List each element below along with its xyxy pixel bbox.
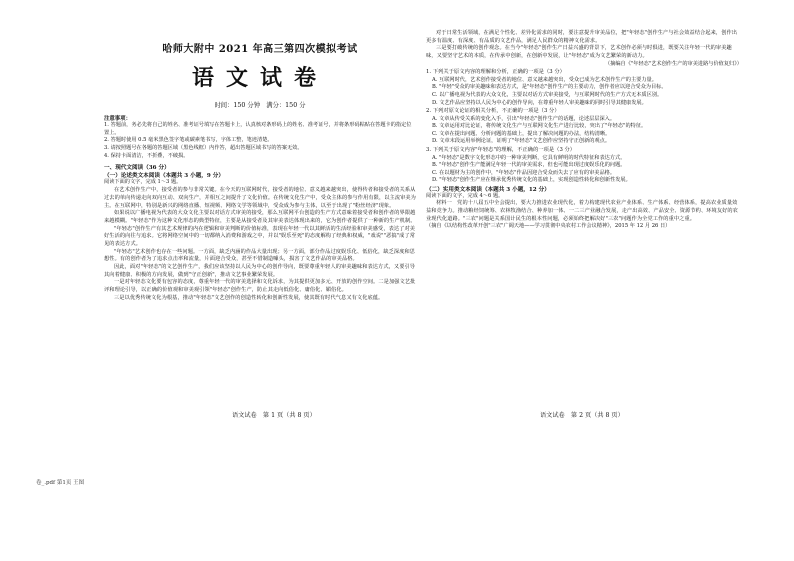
option: A. 互联网时代，艺术创作接受者的地位、意义越来越突出，受众已成为艺术创作生产的主要力量。 [432, 76, 657, 83]
notes-heading: 注意事项： [104, 116, 131, 122]
option: C. 在以题材为主的创作中，"年轻态"作品因迎合受众而失去了应有的审美品格。 [432, 169, 616, 176]
subsection-heading: （二）实用类文本阅读（本题共 3 小题，12 分） [426, 186, 550, 193]
note-item: 3. 请按照题号在各题的答题区域（黑色线框）内作答，超出答题区域书写的答案无效。 [104, 145, 303, 152]
page-footer-left: 语文试卷 第 1 页（共 8 页） [232, 412, 316, 419]
note-item: 2. 答题时使用 0.5 毫米黑色签字笔或碳素笔书写，字体工整，笔迹清楚。 [104, 137, 273, 144]
section-heading: 一、现代文阅读（36 分） [104, 165, 170, 172]
passage-paragraph: "年轻态"艺术创作也存在一些问题。一方面，缺乏内涵的作品大量出现；另一方面，部分作品过度娱乐化、低俗化，缺乏深度和思想性。有的创作者为了追求点击率和流量，片面迎合受众，甚至不惜制造噱头，损害了文艺作品的审美品格。 [104, 248, 416, 263]
option: A. 文章从传受关系的变化入手，引出"年轻态"创作生产的话题，论述层层深入。 [432, 115, 616, 122]
note-item: 4. 保持卡面清洁，不折叠，不破损。 [104, 152, 189, 159]
material-paragraph: 材料一 党的十八届五中全会提出，要大力推进农业现代化，着力构建现代农业产业体系、生产体系、经营体系，提高农业质量效益和竞争力。推动粮经饲统筹、农林牧渔结合、种养加一体、一二三产业融合发展，走产出高效、产品安全、资源节约、环境友好的农业现代化道路。"三农"问题是关系国计民生的根本性问题，必须始终把解决好"三农"问题作为全党工作的重中之重。 [426, 200, 738, 222]
left-page [104, 0, 416, 530]
page-footer-right: 语文试卷 第 2 页（共 8 页） [540, 412, 624, 419]
passage-paragraph: 在艺术创作生产中，接受者的参与非常关键。在今天的互联网时代，接受者的地位、意义越来越突出，使得传者和接受者的关系从过去的单向传递走向双向互动、双向生产，并相互之间提升了文化价值。在传统文化生产中，受众主体的参与作用有限，以主流审美为主。在互联网中，特别是新兴的网络直播、短视频、网络文学等领域中，受众成为参与主体，以至于出现了"粉丝经济"现象。 [104, 187, 416, 209]
question-2: 2. 下列对原文论证的相关分析，不正确的一项是（3 分） [426, 108, 560, 115]
passage-paragraph: 对于日常生活领域，在满足个性化、差异化需求的同时，要注意提升审美品位，把"年轻态"创作生产与社会效益结合起来，创作出更多有温度、有深度、有品质的文艺作品，满足人民群众的精神文化需求。 [426, 30, 738, 44]
option: B. 文章运用对比论证，将传统文化生产与互联网文化生产进行比较，突出了"年轻态"的特征。 [432, 123, 647, 130]
question-1: 1. 下列关于原文内容的理解和分析，正确的一项是（3 分） [426, 69, 565, 76]
passage-paragraph: "年轻态"创作生产有其艺术规律的内在逻辑和审美判断的价值标准，表现在年轻一代以其鲜活的生活经验和审美感受，表达了对美好生活的向往与追求。它将网络空间中的一切都纳入消费和游戏之中，并以"娱乐至死"的态度解构了经典和权威，"戏说""恶搞"成了常见的表达方式。 [104, 225, 416, 247]
note-item: 1. 答题前，务必先将自己的姓名、准考证号填写在答题卡上，认真核对条形码上的姓名、准考证号，并将条形码粘贴在答题卡的指定位置上。 [104, 122, 412, 136]
file-label: 卷_.pdf 第1页 王图 [36, 480, 85, 486]
passage-source: （摘编自《"年轻态"艺术创作生产的审美进路与价值复归》） [604, 60, 742, 67]
subsection-heading: （一）论述类文本阅读（本题共 3 小题，9 分） [104, 173, 224, 180]
question-3: 3. 下列关于原文内容"年轻态"的理解，不正确的一项是（3 分） [426, 146, 576, 153]
material-source: （摘自《以结构性改革开创"三农"广阔天地——学习贯彻中央农村工作会议精神》，2015 年 12 月 26 日） [426, 223, 671, 230]
reading-instruction: 阅读下面的文字，完成 4～6 题。 [426, 192, 504, 199]
passage-paragraph: 如果说以广播电视为代表的大众文化主要以对话方式审美的接受，那么互联网平台创造的生产方式意味着接受者和创作者的界限越来越模糊。"年轻态"作为这种文化形态的典型特征，主要是从接受者及其审美表达体现出来的，它为创作者提供了一种新的生产机制。 [104, 210, 416, 224]
passage-paragraph: 三是以优秀传统文化为根基，推动"年轻态"文艺创作的创造性转化和创新性发展，使其既有时代气息又有文化底蕴。 [114, 294, 384, 301]
passage-paragraph: 一是对年轻态文化要有包容的态度，尊重年轻一代的审美选择和文化诉求，为其提供更加多元、开放的创作空间。二是加强文艺批评和理论引导，以正确的价值观和审美观引领"年轻态"创作生产，防止其走向低俗化、庸俗化、媚俗化。 [104, 279, 416, 294]
option: A. "年轻态"是数字文化形态中的一种审美判断，它具有鲜明的时代特征和表达方式。 [432, 154, 626, 161]
subject-title: 语文试卷 [191, 65, 328, 91]
right-page [426, 0, 742, 530]
option: B. "年轻态"创作生产能满足年轻一代的审美需求，但也可能出现过度娱乐化的问题。 [432, 162, 626, 169]
option: C. 文章在提出问题、分析问题的基础上，提出了解决问题的办法，结构清晰。 [432, 130, 611, 137]
reading-instruction: 阅读下面的文字，完成 1～3 题。 [104, 179, 182, 186]
option: B. "年轻"受众的审美趣味和表达方式，是"年轻态"创作生产的主要动力，创作者应以迎合受众为目标。 [432, 84, 667, 91]
option: D. 文艺作品应坚持以人民为中心的创作导向，在尊重年轻人审美趣味的同时引导其健康发展。 [432, 99, 647, 106]
time-score-line: 时间：150 分钟 满分：150 分 [214, 102, 306, 109]
option: C. 以广播电视为代表的大众文化，主要以对话方式审美接受，与互联网时代的生产方式无本质区别。 [432, 92, 663, 99]
passage-paragraph: 因此，面对"年轻态"的文艺创作生产，我们应该坚持以人民为中心的创作导向，既要尊重年轻人的审美趣味和表达方式，又要引导其向着健康、积极的方向发展，做到"守正创新"，推动文艺事业繁荣发展。 [104, 264, 416, 278]
notes-block [104, 114, 416, 160]
option: D. 文章末段运用举例论证，证明了"年轻态"文艺创作应坚持守正创新的观点。 [432, 138, 611, 145]
option: D. "年轻态"创作生产应在继承优秀传统文化的基础上，实现创造性转化和创新性发展。 [432, 177, 631, 184]
passage-paragraph: 三是要打破传统的创作观念。在当今"年轻态"创作生产日益兴盛的背景下，艺术创作必须与时俱进，既要关注年轻一代的审美趣味，又要坚守艺术的本质，在传承中创新，在创新中发展，让"年轻态"成为文艺繁荣的新动力。 [426, 45, 732, 60]
school-exam-title: 哈师大附中 2021 年高三第四次模拟考试 [162, 44, 358, 55]
